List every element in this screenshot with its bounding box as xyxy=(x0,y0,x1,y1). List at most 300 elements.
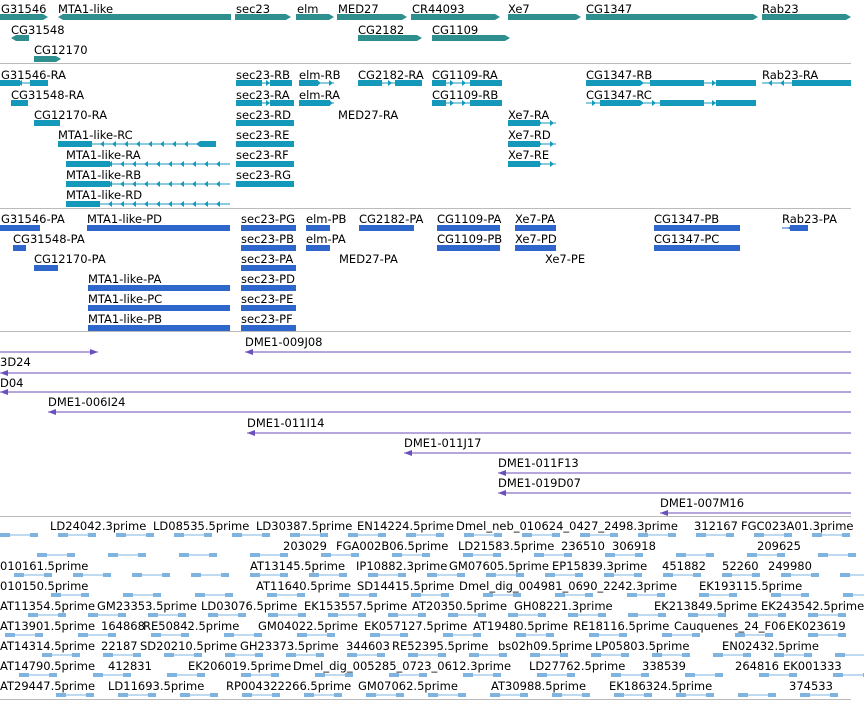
est-label[interactable]: 52260 xyxy=(722,559,759,573)
est-block[interactable] xyxy=(582,693,590,697)
protein-label[interactable]: MTA1-like-PD xyxy=(87,212,163,226)
est-block[interactable] xyxy=(722,573,732,577)
est-block[interactable] xyxy=(241,673,251,677)
est-block[interactable] xyxy=(499,653,507,657)
transcript-strand-arrow[interactable] xyxy=(192,201,196,207)
est-block[interactable] xyxy=(123,673,131,677)
gene-label[interactable]: elm xyxy=(297,2,319,16)
est-block[interactable] xyxy=(580,533,590,537)
transcript-strand-arrow[interactable] xyxy=(148,141,152,147)
est-block[interactable] xyxy=(103,573,111,577)
transcript-strand-arrow[interactable] xyxy=(550,161,554,167)
est-block[interactable] xyxy=(304,693,314,697)
est-label[interactable]: GM04022.5prime xyxy=(258,619,358,633)
transcript-label[interactable]: MTA1-like-RD xyxy=(66,188,143,202)
clone-label[interactable]: DME1-009J08 xyxy=(245,335,323,349)
est-block[interactable] xyxy=(777,553,785,557)
est-block[interactable] xyxy=(457,573,465,577)
est-block[interactable] xyxy=(842,533,850,537)
est-block[interactable] xyxy=(178,613,186,617)
est-block[interactable] xyxy=(118,613,126,617)
clone-arrow[interactable] xyxy=(90,349,98,355)
est-block[interactable] xyxy=(605,553,615,557)
est-block[interactable] xyxy=(560,653,568,657)
est-block[interactable] xyxy=(422,553,430,557)
est-block[interactable] xyxy=(840,573,850,577)
est-block[interactable] xyxy=(738,693,748,697)
est-block[interactable] xyxy=(508,613,518,617)
est-block[interactable] xyxy=(638,533,648,537)
transcript-label[interactable]: CG1347-RB xyxy=(586,68,653,82)
est-block[interactable] xyxy=(838,613,846,617)
est-label[interactable]: 249980 xyxy=(768,559,812,573)
est-block[interactable] xyxy=(5,633,15,637)
est-block[interactable] xyxy=(221,573,229,577)
clone-label[interactable]: DME1-007M16 xyxy=(660,496,745,510)
est-block[interactable] xyxy=(747,553,757,557)
est-block[interactable] xyxy=(339,573,347,577)
est-block[interactable] xyxy=(575,573,583,577)
est-label[interactable]: EN02432.5prime xyxy=(722,639,819,653)
est-block[interactable] xyxy=(151,633,161,637)
est-label[interactable]: 236510 xyxy=(561,539,605,553)
est-block[interactable] xyxy=(328,613,338,617)
protein-label[interactable]: Xe7-PD xyxy=(515,232,557,246)
est-block[interactable] xyxy=(345,673,353,677)
est-block[interactable] xyxy=(567,673,575,677)
protein-label[interactable]: CG31548-PA xyxy=(13,232,85,246)
est-block[interactable] xyxy=(652,653,662,657)
est-label[interactable]: AT19480.5prime xyxy=(473,619,569,633)
est-label[interactable]: RE50842.5prime xyxy=(143,619,240,633)
est-block[interactable] xyxy=(49,673,57,677)
gene-label[interactable]: Rab23 xyxy=(762,2,799,16)
est-block[interactable] xyxy=(398,573,406,577)
protein-label[interactable]: G31546-PA xyxy=(1,212,65,226)
clone-arrow[interactable] xyxy=(48,409,56,415)
est-label[interactable]: GM23353.5prime xyxy=(97,599,197,613)
transcript-strand-arrow[interactable] xyxy=(196,141,200,147)
est-block[interactable] xyxy=(662,633,672,637)
transcript-label[interactable]: elm-RB xyxy=(299,68,341,82)
est-label[interactable]: AT20350.5prime xyxy=(412,599,508,613)
est-label[interactable]: LD08535.5prime xyxy=(153,519,250,533)
est-label[interactable]: FGC023A01.3prime xyxy=(741,519,854,533)
transcript-strand-arrow[interactable] xyxy=(712,80,716,86)
est-label[interactable]: EK001333 xyxy=(783,659,842,673)
est-block[interactable] xyxy=(611,673,621,677)
transcript-strand-arrow[interactable] xyxy=(180,201,184,207)
est-block[interactable] xyxy=(320,533,328,537)
est-block[interactable] xyxy=(448,613,458,617)
transcript-label[interactable]: sec23-RE xyxy=(236,128,290,142)
est-block[interactable] xyxy=(138,553,146,557)
est-label[interactable]: IP10882.3prime xyxy=(356,559,448,573)
est-label[interactable]: 203029 xyxy=(283,539,327,553)
protein-label[interactable]: CG1347-PB xyxy=(654,212,720,226)
est-block[interactable] xyxy=(713,653,723,657)
est-block[interactable] xyxy=(133,653,141,657)
est-block[interactable] xyxy=(676,693,686,697)
est-block[interactable] xyxy=(808,613,818,617)
est-block[interactable] xyxy=(483,593,493,597)
est-block[interactable] xyxy=(627,593,637,597)
est-block[interactable] xyxy=(179,553,189,557)
est-label[interactable]: LD24042.3prime xyxy=(50,519,147,533)
est-block[interactable] xyxy=(663,573,673,577)
est-block[interactable] xyxy=(494,533,502,537)
est-block[interactable] xyxy=(427,573,437,577)
transcript-strand-arrow[interactable] xyxy=(144,161,148,167)
est-block[interactable] xyxy=(262,533,270,537)
est-block[interactable] xyxy=(530,653,540,657)
est-block[interactable] xyxy=(418,613,426,617)
est-block[interactable] xyxy=(148,613,158,617)
est-label[interactable]: AT14790.5prime xyxy=(0,659,96,673)
gene-label[interactable]: MTA1-like xyxy=(58,2,114,16)
est-label[interactable]: LP05803.5prime xyxy=(595,639,690,653)
est-block[interactable] xyxy=(520,693,528,697)
est-block[interactable] xyxy=(28,613,38,617)
est-label[interactable]: 374533 xyxy=(789,679,833,693)
est-block[interactable] xyxy=(748,613,758,617)
est-block[interactable] xyxy=(589,633,599,637)
est-block[interactable] xyxy=(271,673,279,677)
gene-label[interactable]: CG12170 xyxy=(34,43,88,57)
est-label[interactable]: GH08221.3prime xyxy=(514,599,613,613)
transcript-label[interactable]: Xe7-RD xyxy=(508,128,551,142)
est-label[interactable]: 412831 xyxy=(108,659,152,673)
est-block[interactable] xyxy=(493,553,501,557)
gene-label[interactable]: CG1109 xyxy=(432,23,479,37)
est-block[interactable] xyxy=(784,533,792,537)
transcript-strand-arrow[interactable] xyxy=(216,181,220,187)
est-block[interactable] xyxy=(604,573,614,577)
est-block[interactable] xyxy=(180,693,190,697)
transcript-strand-arrow[interactable] xyxy=(156,201,160,207)
est-block[interactable] xyxy=(830,693,838,697)
est-block[interactable] xyxy=(351,553,359,557)
est-block[interactable] xyxy=(811,573,819,577)
transcript-label[interactable]: elm-RA xyxy=(299,88,341,102)
est-block[interactable] xyxy=(366,693,376,697)
est-label[interactable]: GM07605.5prime xyxy=(449,559,549,573)
est-block[interactable] xyxy=(781,573,791,577)
transcript-label[interactable]: MTA1-like-RB xyxy=(66,168,142,182)
est-block[interactable] xyxy=(789,673,797,677)
protein-label[interactable]: sec23-PE xyxy=(241,292,294,306)
est-label[interactable]: LD30387.5prime xyxy=(256,519,353,533)
est-block[interactable] xyxy=(463,673,473,677)
est-block[interactable] xyxy=(833,673,843,677)
est-label[interactable]: LD21583.5prime xyxy=(458,539,555,553)
est-block[interactable] xyxy=(197,673,205,677)
est-block[interactable] xyxy=(538,613,546,617)
est-block[interactable] xyxy=(369,593,377,597)
gene-label[interactable]: G31546 xyxy=(1,2,47,16)
transcript-strand-arrow[interactable] xyxy=(168,161,172,167)
est-label[interactable]: 264816 xyxy=(735,659,779,673)
est-block[interactable] xyxy=(754,533,764,537)
transcript-label[interactable]: Xe7-RA xyxy=(508,108,550,122)
est-label[interactable]: RE18116.5prime xyxy=(573,619,670,633)
est-label[interactable]: Cauquenes_24_F06 xyxy=(674,619,786,633)
est-block[interactable] xyxy=(438,653,446,657)
est-block[interactable] xyxy=(204,533,212,537)
transcript-label[interactable]: CG1109-RB xyxy=(432,88,499,102)
gene-label[interactable]: CG1347 xyxy=(586,2,633,16)
est-block[interactable] xyxy=(463,553,473,557)
est-block[interactable] xyxy=(334,693,342,697)
est-block[interactable] xyxy=(490,693,500,697)
est-block[interactable] xyxy=(801,593,809,597)
est-block[interactable] xyxy=(347,653,357,657)
transcript-strand-arrow[interactable] xyxy=(204,201,208,207)
est-block[interactable] xyxy=(546,633,554,637)
est-block[interactable] xyxy=(146,533,154,537)
est-label[interactable]: EP15839.3prime xyxy=(552,559,648,573)
est-label[interactable]: EK243542.5prime xyxy=(761,599,864,613)
est-block[interactable] xyxy=(838,633,846,637)
est-block[interactable] xyxy=(768,693,776,697)
est-block[interactable] xyxy=(118,693,128,697)
est-block[interactable] xyxy=(696,533,706,537)
est-block[interactable] xyxy=(682,653,690,657)
transcript-strand-arrow[interactable] xyxy=(144,181,148,187)
transcript-label[interactable]: CG2182-RA xyxy=(358,68,424,82)
est-block[interactable] xyxy=(88,533,96,537)
est-block[interactable] xyxy=(232,533,242,537)
est-label[interactable]: Dmel_neb_010624_0427_2498.3prime xyxy=(456,519,678,533)
transcript-strand-arrow[interactable] xyxy=(168,201,172,207)
est-label[interactable]: 306918 xyxy=(612,539,656,553)
est-block[interactable] xyxy=(458,693,466,697)
est-label[interactable]: AT13901.5prime xyxy=(0,619,96,633)
est-label[interactable]: EK023619 xyxy=(787,619,846,633)
est-label[interactable]: Dmel_dig_004981_0690_2242.3prime xyxy=(459,579,678,593)
est-block[interactable] xyxy=(42,653,52,657)
est-block[interactable] xyxy=(388,613,398,617)
transcript-label[interactable]: sec23-RA xyxy=(236,88,290,102)
est-block[interactable] xyxy=(164,653,174,657)
protein-label[interactable]: Xe7-PE xyxy=(545,252,586,266)
transcript-label[interactable]: MTA1-like-RA xyxy=(66,148,141,162)
est-block[interactable] xyxy=(162,573,170,577)
est-block[interactable] xyxy=(195,593,205,597)
gene-label[interactable]: Xe7 xyxy=(508,2,530,16)
est-block[interactable] xyxy=(778,613,786,617)
est-label[interactable]: EK153557.5prime xyxy=(304,599,408,613)
est-block[interactable] xyxy=(843,593,853,597)
est-block[interactable] xyxy=(58,613,66,617)
est-block[interactable] xyxy=(35,633,43,637)
est-block[interactable] xyxy=(436,533,444,537)
transcript-label[interactable]: CG1109-RA xyxy=(432,68,498,82)
est-block[interactable] xyxy=(568,613,578,617)
est-block[interactable] xyxy=(441,593,449,597)
protein-label[interactable]: MED27-PA xyxy=(339,252,398,266)
est-label[interactable]: LD27762.5prime xyxy=(529,659,626,673)
protein-label[interactable]: CG1109-PA xyxy=(437,212,502,226)
clone-label[interactable]: DME1-011F13 xyxy=(498,456,579,470)
est-block[interactable] xyxy=(389,673,399,677)
est-block[interactable] xyxy=(44,573,52,577)
est-block[interactable] xyxy=(552,533,560,537)
est-block[interactable] xyxy=(174,533,184,537)
est-block[interactable] xyxy=(280,573,288,577)
est-block[interactable] xyxy=(396,693,404,697)
est-block[interactable] xyxy=(473,633,481,637)
clone-arrow[interactable] xyxy=(404,450,412,456)
gene-label[interactable]: MED27 xyxy=(338,2,379,16)
protein-label[interactable]: CG12170-PA xyxy=(34,252,106,266)
est-block[interactable] xyxy=(657,593,665,597)
est-block[interactable] xyxy=(309,573,319,577)
est-block[interactable] xyxy=(167,673,177,677)
est-block[interactable] xyxy=(392,553,402,557)
est-block[interactable] xyxy=(428,693,438,697)
gene-label[interactable]: CG2182 xyxy=(358,23,405,37)
est-label[interactable]: EN14224.5prime xyxy=(357,519,454,533)
clone-arrow[interactable] xyxy=(247,430,255,436)
est-block[interactable] xyxy=(238,613,246,617)
protein-label[interactable]: CG2182-PA xyxy=(359,212,424,226)
transcript-label[interactable]: MED27-RA xyxy=(338,108,399,122)
est-block[interactable] xyxy=(408,653,418,657)
transcript-label[interactable]: MTA1-like-RC xyxy=(58,128,133,142)
est-label[interactable]: SD20210.5prime xyxy=(140,639,238,653)
est-block[interactable] xyxy=(297,593,305,597)
est-block[interactable] xyxy=(516,633,526,637)
est-block[interactable] xyxy=(254,633,262,637)
est-block[interactable] xyxy=(516,573,524,577)
est-block[interactable] xyxy=(116,533,126,537)
est-block[interactable] xyxy=(486,573,496,577)
est-block[interactable] xyxy=(614,693,624,697)
transcript-strand-arrow[interactable] xyxy=(160,141,164,147)
clone-arrow[interactable] xyxy=(245,349,253,355)
est-block[interactable] xyxy=(181,633,189,637)
transcript-strand-arrow[interactable] xyxy=(216,161,220,167)
est-block[interactable] xyxy=(67,553,75,557)
est-label[interactable]: EK206019.5prime xyxy=(188,659,292,673)
est-label[interactable]: bs02h09.5prime xyxy=(498,639,593,653)
est-block[interactable] xyxy=(692,633,700,637)
est-block[interactable] xyxy=(255,653,263,657)
est-block[interactable] xyxy=(209,553,217,557)
est-block[interactable] xyxy=(148,693,156,697)
est-block[interactable] xyxy=(685,673,695,677)
est-block[interactable] xyxy=(478,613,486,617)
est-block[interactable] xyxy=(676,553,686,557)
est-block[interactable] xyxy=(628,613,638,617)
est-block[interactable] xyxy=(610,533,618,537)
est-block[interactable] xyxy=(706,553,714,557)
transcript-strand-arrow[interactable] xyxy=(184,141,188,147)
est-block[interactable] xyxy=(280,553,288,557)
transcript-label[interactable]: CG1347-RC xyxy=(586,88,652,102)
est-block[interactable] xyxy=(316,653,324,657)
est-label[interactable]: LD03076.5prime xyxy=(201,599,298,613)
est-block[interactable] xyxy=(688,613,698,617)
transcript-strand-arrow[interactable] xyxy=(204,161,208,167)
est-block[interactable] xyxy=(103,653,113,657)
est-block[interactable] xyxy=(658,613,666,617)
transcript-label[interactable]: sec23-RB xyxy=(236,68,291,82)
clone-label[interactable]: DME1-011I14 xyxy=(247,416,325,430)
transcript-strand-arrow[interactable] xyxy=(168,181,172,187)
transcript-strand-arrow[interactable] xyxy=(192,161,196,167)
est-label[interactable]: FGA002B06.5prime xyxy=(336,539,449,553)
est-block[interactable] xyxy=(267,593,277,597)
est-block[interactable] xyxy=(419,673,427,677)
est-block[interactable] xyxy=(315,673,325,677)
est-label[interactable]: 451882 xyxy=(662,559,706,573)
clone-label[interactable]: DME1-006I24 xyxy=(48,395,126,409)
protein-label[interactable]: MTA1-like-PA xyxy=(88,272,162,286)
est-label[interactable]: EK186324.5prime xyxy=(609,679,713,693)
est-block[interactable] xyxy=(699,593,709,597)
transcript-strand-arrow[interactable] xyxy=(136,141,140,147)
clone-label[interactable]: DME1-011J17 xyxy=(404,436,482,450)
est-block[interactable] xyxy=(400,633,408,637)
est-block[interactable] xyxy=(808,633,818,637)
est-label[interactable]: RP004322266.5prime xyxy=(226,679,352,693)
est-block[interactable] xyxy=(286,653,296,657)
est-block[interactable] xyxy=(132,573,142,577)
est-label[interactable]: RE52395.5prime xyxy=(392,639,489,653)
est-block[interactable] xyxy=(51,593,61,597)
est-block[interactable] xyxy=(598,613,606,617)
est-label[interactable]: AT11354.5prime xyxy=(0,599,96,613)
transcript-strand-arrow[interactable] xyxy=(192,181,196,187)
est-block[interactable] xyxy=(56,693,66,697)
gene-label[interactable]: CG31548 xyxy=(11,23,65,37)
est-block[interactable] xyxy=(93,673,103,677)
est-block[interactable] xyxy=(534,553,544,557)
clone-label[interactable]: 3D24 xyxy=(0,355,31,369)
est-block[interactable] xyxy=(800,693,810,697)
clone-label[interactable]: DME1-019D07 xyxy=(498,476,581,490)
protein-label[interactable]: MTA1-like-PB xyxy=(88,312,163,326)
est-block[interactable] xyxy=(268,613,278,617)
est-block[interactable] xyxy=(250,573,260,577)
est-block[interactable] xyxy=(72,653,80,657)
est-block[interactable] xyxy=(464,533,474,537)
transcript-strand-arrow[interactable] xyxy=(156,181,160,187)
gene-label[interactable]: sec23 xyxy=(236,2,271,16)
est-block[interactable] xyxy=(621,653,629,657)
est-block[interactable] xyxy=(545,573,555,577)
est-label[interactable]: GH23373.5prime xyxy=(240,639,339,653)
est-block[interactable] xyxy=(552,693,562,697)
est-block[interactable] xyxy=(759,673,769,677)
est-label[interactable]: 010150.5prime xyxy=(0,579,89,593)
est-block[interactable] xyxy=(619,633,627,637)
est-label[interactable]: AT13145.5prime xyxy=(250,559,346,573)
est-block[interactable] xyxy=(250,553,260,557)
transcript-label[interactable]: sec23-RF xyxy=(236,148,289,162)
est-label[interactable]: GM07062.5prime xyxy=(358,679,458,693)
est-block[interactable] xyxy=(225,653,235,657)
est-block[interactable] xyxy=(706,693,714,697)
est-block[interactable] xyxy=(370,633,380,637)
est-block[interactable] xyxy=(812,533,822,537)
est-block[interactable] xyxy=(743,653,751,657)
est-block[interactable] xyxy=(272,693,280,697)
est-block[interactable] xyxy=(153,593,161,597)
protein-label[interactable]: CG1109-PB xyxy=(437,232,503,246)
